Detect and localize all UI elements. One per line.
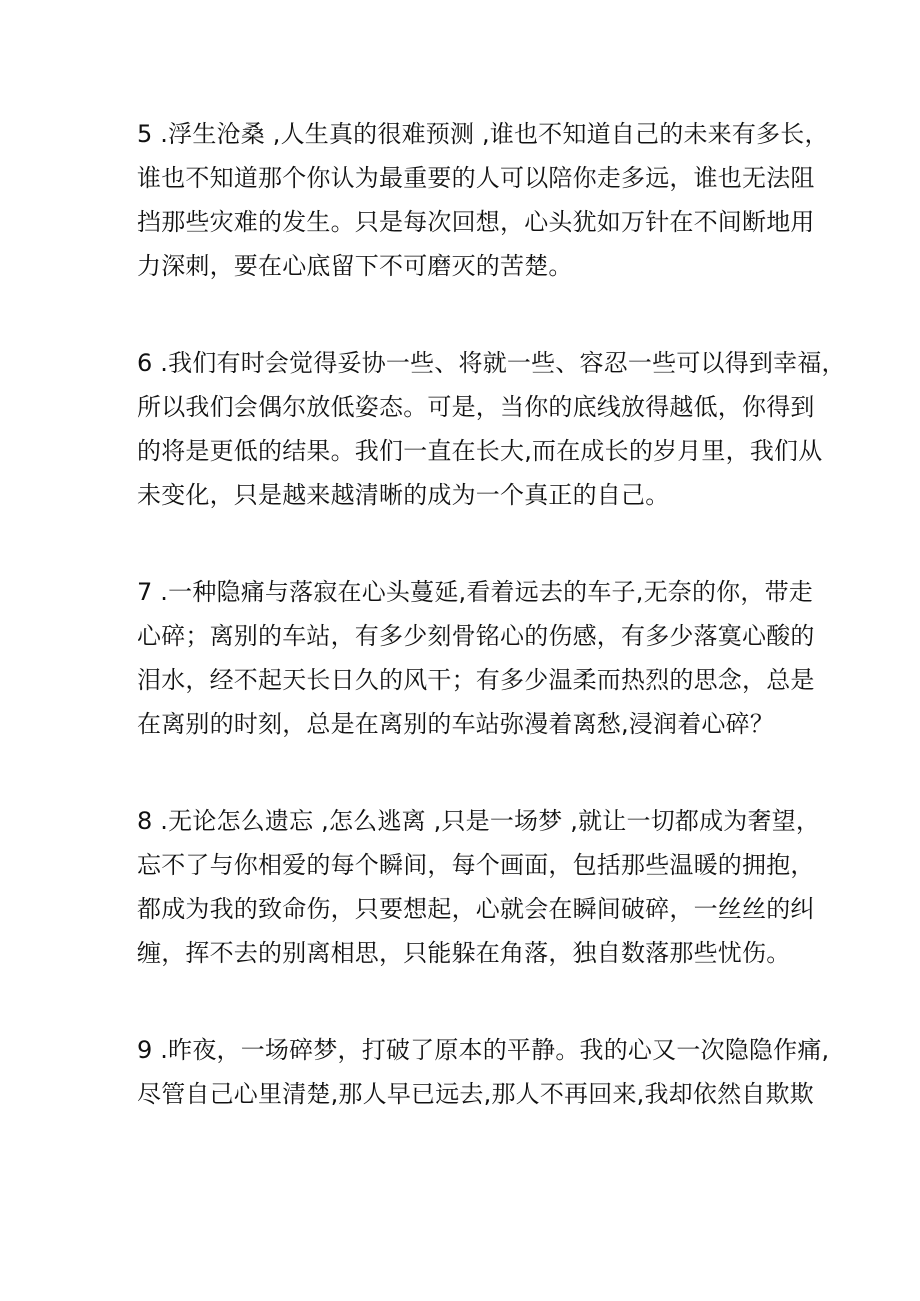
text-line: 挡那些灾难的发生。只是每次回想，心头犹如万针在不间断地用 — [137, 208, 815, 236]
text-line: 谁也不知道那个你认为最重要的人可以陪你走多远，谁也无法阻 — [137, 164, 815, 192]
document-body — [137, 112, 846, 1169]
text-line: 在离别的时刻，总是在离别的车站弥漫着离愁,浸润着心碎？ — [137, 710, 775, 738]
paragraph-5 — [137, 112, 829, 288]
text-line: 9 .昨夜，一场碎梦，打破了原本的平静。我的心又一次隐隐作痛, — [137, 1036, 830, 1064]
paragraph-9 — [137, 1028, 830, 1116]
text-line: 都成为我的致命伤，只要想起，心就会在瞬间破碎，一丝丝的纠 — [137, 895, 815, 923]
text-line: 尽管自己心里清楚,那人早已远去,那人不再回来,我却依然自欺欺 — [137, 1080, 814, 1108]
text-line: 泪水，经不起天长日久的风干；有多少温柔而热烈的思念，总是 — [137, 666, 815, 694]
text-line: 未变化，只是越来越清晰的成为一个真正的自己。 — [137, 481, 670, 509]
paragraph-8 — [137, 799, 821, 975]
text-line: 5 .浮生沧桑 ,人生真的很难预测 ,谁也不知道自己的未来有多长， — [137, 120, 829, 148]
text-line: 7 .一种隐痛与落寂在心头蔓延,看着远去的车子,无奈的你，带走 — [137, 578, 813, 606]
text-line: 缠，挥不去的别离相思，只能躲在角落，独自数落那些忧伤。 — [137, 939, 791, 967]
text-line: 的将是更低的结果。我们一直在长大,而在成长的岁月里，我们从 — [137, 437, 823, 465]
paragraph-7 — [137, 570, 815, 746]
text-line: 忘不了与你相爱的每个瞬间，每个画面，包括那些温暖的拥抱， — [137, 851, 815, 879]
text-line: 8 .无论怎么遗忘 ,怎么逃离 ,只是一场梦 ,就让一切都成为奢望， — [137, 807, 821, 835]
text-line: 6 .我们有时会觉得妥协一些、将就一些、容忍一些可以得到幸福， — [137, 349, 846, 377]
text-line: 所以我们会偶尔放低姿态。可是，当你的底线放得越低，你得到 — [137, 393, 815, 421]
paragraph-6 — [137, 341, 846, 517]
text-line: 心碎；离别的车站，有多少刻骨铭心的伤感，有多少落寞心酸的 — [137, 622, 815, 650]
text-line: 力深刺，要在心底留下不可磨灭的苦楚。 — [137, 252, 573, 280]
